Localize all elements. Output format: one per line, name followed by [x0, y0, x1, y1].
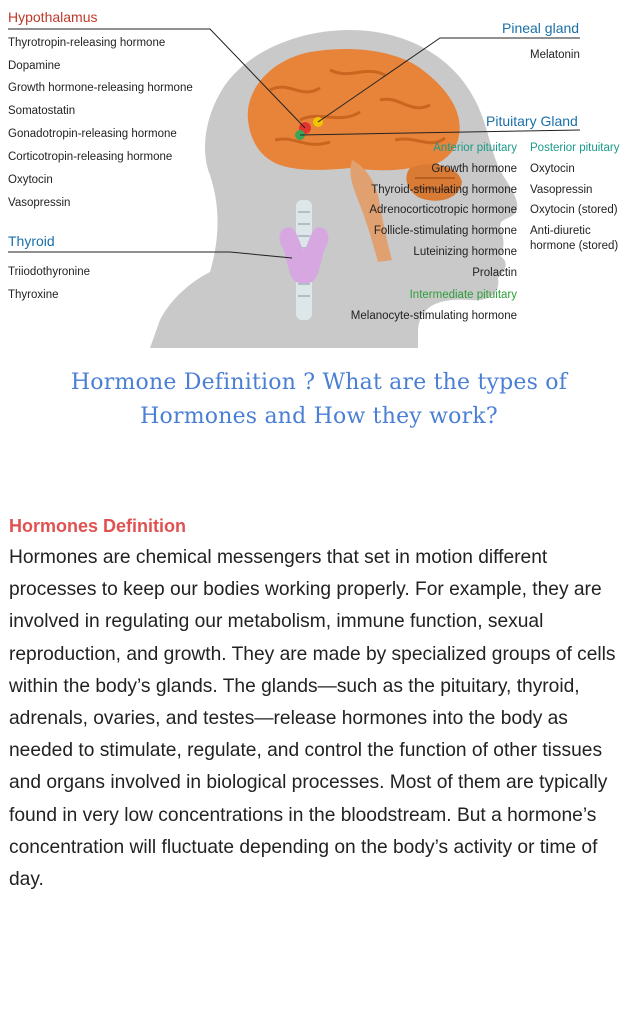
anterior-item: Follicle-stimulating hormone	[373, 225, 517, 237]
hypothalamus-item: Gonadotropin-releasing hormone	[8, 128, 177, 140]
anterior-item: Prolactin	[472, 267, 517, 279]
thyroid-item: Thyroxine	[8, 289, 59, 301]
thyroid-item: Triiodothyronine	[8, 266, 91, 278]
article-title: Hormone Definition ? What are the types of Hormones and How they work?	[70, 370, 568, 429]
endocrine-diagram	[0, 0, 638, 348]
hypothalamus-item: Vasopressin	[8, 197, 71, 209]
anterior-item: Growth hormone	[431, 163, 517, 175]
anterior-item: Adrenocorticotropic hormone	[369, 204, 517, 216]
hypothalamus-title: Hypothalamus	[8, 9, 98, 25]
anterior-item: Thyroid-stimulating hormone	[371, 184, 517, 196]
body-paragraph: Hormones are chemical messengers that set in motion different processes to keep our bodies working properly. For example, they are involved in regulating our metabolism, immune function, sexual reproduction, and growth. They are made by specialized groups of cells within the body’s glands. The glands—such as the pituitary, thyroid, adrenals, ovaries, and testes—release hormones into the body as needed to stimulate, regulate, and control the function of other tissues and organs involved in biological processes. Most of them are typically found in very low concentrations in the bloodstream. But a hormone’s concentration will fluctuate depending on the body’s activity or time of day.	[9, 547, 616, 891]
posterior-item: Anti-diuretic	[530, 225, 591, 237]
pineal-title: Pineal gland	[502, 20, 580, 36]
pineal-item: Melatonin	[530, 49, 580, 61]
hypothalamus-item: Thyrotropin-releasing hormone	[8, 37, 166, 49]
hypothalamus-item: Somatostatin	[8, 105, 76, 117]
intermediate-pituitary-title: Intermediate pituitary	[409, 289, 517, 301]
posterior-item: hormone (stored)	[530, 240, 619, 252]
section-heading: Hormones Definition	[9, 516, 187, 536]
posterior-item: Vasopressin	[530, 184, 593, 196]
thyroid-title: Thyroid	[8, 233, 55, 249]
posterior-pituitary-title: Posterior pituitary	[530, 142, 620, 154]
posterior-item: Oxytocin	[530, 163, 575, 175]
hypothalamus-item: Dopamine	[8, 60, 61, 72]
pituitary-title: Pituitary Gland	[486, 113, 578, 129]
hypothalamus-item: Growth hormone-releasing hormone	[8, 82, 193, 94]
hypothalamus-item: Corticotropin-releasing hormone	[8, 151, 173, 163]
anterior-pituitary-title: Anterior pituitary	[433, 142, 517, 154]
anterior-item: Luteinizing hormone	[413, 246, 517, 258]
hypothalamus-item: Oxytocin	[8, 174, 53, 186]
posterior-item: Oxytocin (stored)	[530, 204, 618, 216]
intermediate-item: Melanocyte-stimulating hormone	[350, 310, 517, 322]
